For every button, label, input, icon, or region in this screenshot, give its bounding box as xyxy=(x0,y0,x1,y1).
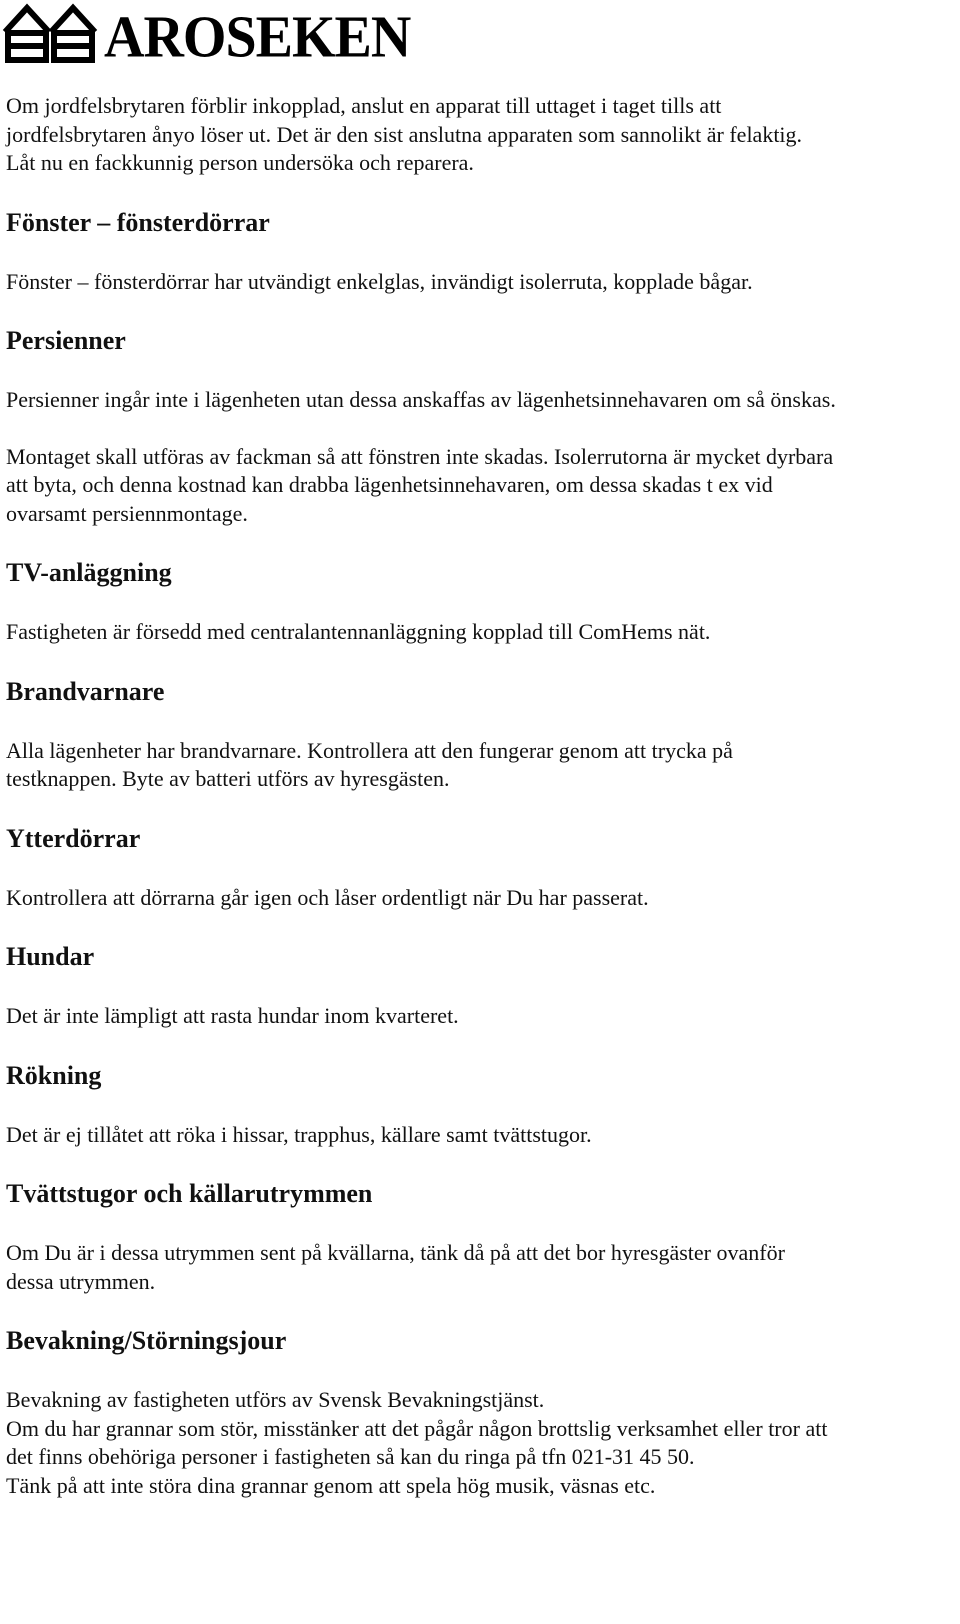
paragraph-line: Det är inte lämpligt att rasta hundar inom kvarteret. xyxy=(6,1003,459,1028)
logo-text: AROSEKEN xyxy=(104,5,411,71)
paragraph-line: Om jordfelsbrytaren förblir inkopplad, anslut en apparat till uttaget i taget tills att xyxy=(6,93,722,118)
paragraph-line: Det är ej tillåtet att röka i hissar, trapphus, källare samt tvättstugor. xyxy=(6,1121,592,1147)
heading-tv: TV-anläggning xyxy=(6,558,172,587)
paragraph-line: Om Du är i dessa utrymmen sent på kvällarna, tänk då på att det bor hyresgäster ovanför xyxy=(6,1240,785,1265)
heading-fonster: Fönster – fönsterdörrar xyxy=(6,207,270,237)
paragraph-line: Bevakning av fastigheten utförs av Svensk Bevakningstjänst. xyxy=(6,1387,545,1412)
paragraph-line: Fönster – fönsterdörrar har utvändigt enkelglas, invändigt isolerruta, kopplade bågar. xyxy=(6,268,753,294)
company-logo xyxy=(2,2,411,71)
houses-icon xyxy=(2,2,98,64)
paragraph-line: Kontrollera att dörrarna går igen och låser ordentligt när Du har passerat. xyxy=(6,884,649,910)
paragraph-line: Fastigheten är försedd med centralantennanläggning kopplad till ComHems nät. xyxy=(6,619,711,644)
paragraph-line: testknappen. Byte av batteri utförs av hyresgästen. xyxy=(6,766,450,791)
paragraph-line: Tänk på att inte störa dina grannar genom att spela hög musik, väsnas etc. xyxy=(6,1472,656,1498)
paragraph-line: Montaget skall utföras av fackman så att fönstren inte skadas. Isolerrutorna är mycket dyrbara xyxy=(6,443,834,469)
intro-paragraph xyxy=(6,92,954,178)
paragraph-line: jordfelsbrytaren ånyo löser ut. Det är den sist anslutna apparaten som sannolikt är felaktig. xyxy=(6,121,803,147)
paragraph-line: Alla lägenheter har brandvarnare. Kontrollera att den fungerar genom att trycka på xyxy=(6,737,733,763)
paragraph-line: det finns obehöriga personer i fastigheten så kan du ringa på tfn 021-31 45 50. xyxy=(6,1444,695,1469)
heading-tvattstugor: Tvättstugor och källarutrymmen xyxy=(6,1179,373,1208)
paragraph-line: dessa utrymmen. xyxy=(6,1268,156,1294)
paragraph-line: Låt nu en fackkunnig person undersöka och reparera. xyxy=(6,150,474,175)
heading-bevakning: Bevakning/Störningsjour xyxy=(6,1326,287,1355)
heading-hundar: Hundar xyxy=(6,942,95,971)
paragraph-line: ovarsamt persiennmontage. xyxy=(6,500,248,526)
paragraph-line: Persienner ingår inte i lägenheten utan dessa anskaffas av lägenhetsinnehavaren om så önskas. xyxy=(6,387,836,412)
heading-rokning: Rökning xyxy=(6,1060,102,1090)
heading-brandvarnare: Brandvarnare xyxy=(6,676,165,706)
document-body xyxy=(6,92,954,1500)
paragraph-line: Om du har grannar som stör, misstänker att det pågår någon brottslig verksamhet eller tror att xyxy=(6,1415,828,1441)
heading-persienner: Persienner xyxy=(6,326,126,355)
paragraph-line: att byta, och denna kostnad kan drabba lägenhetsinnehavaren, om dessa skadas t ex vid xyxy=(6,472,773,497)
heading-ytterdorrar: Ytterdörrar xyxy=(6,823,141,853)
